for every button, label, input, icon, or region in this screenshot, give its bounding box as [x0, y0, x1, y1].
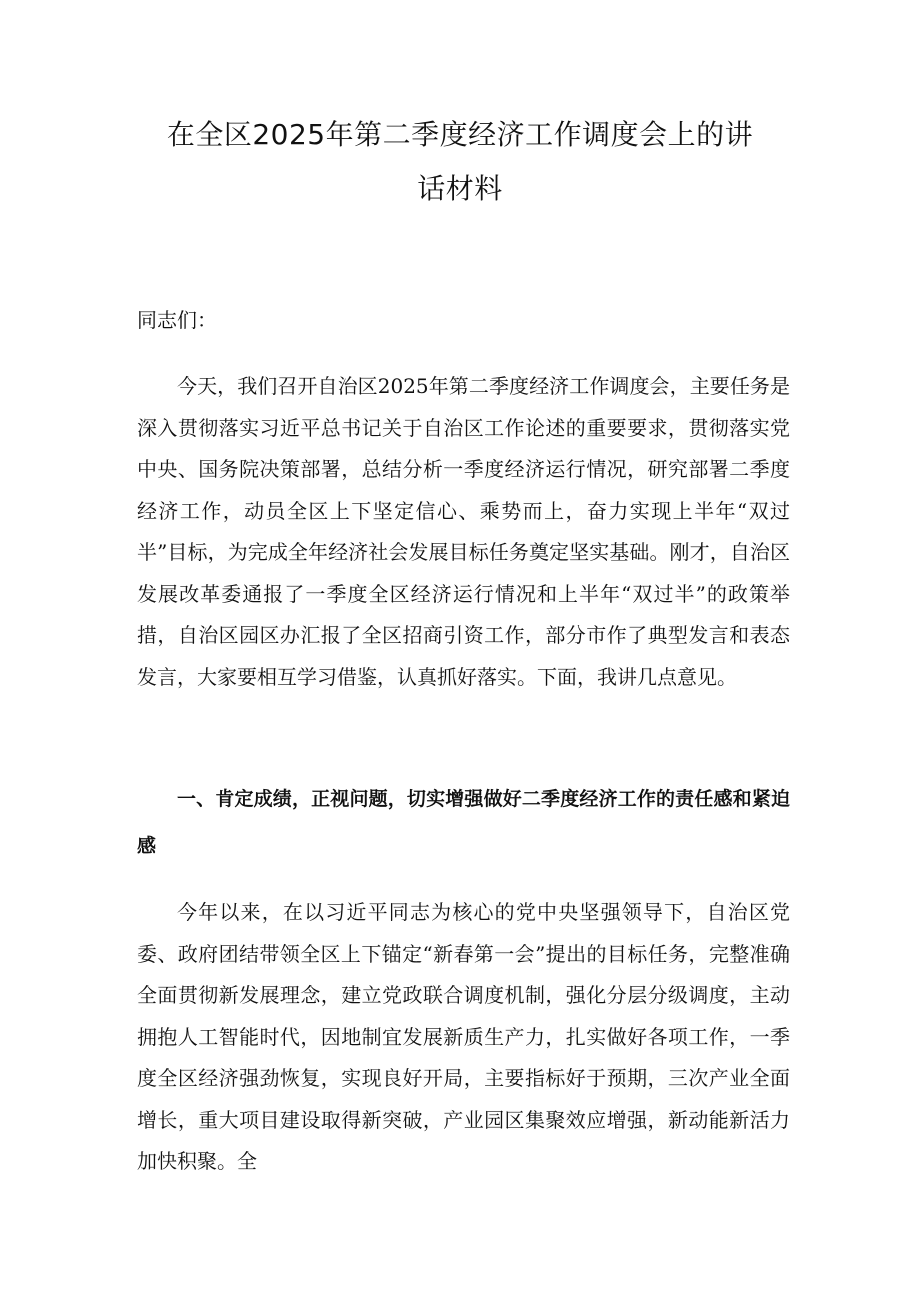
section-1-paragraph: 今年以来，在以习近平同志为核心的党中央坚强领导下，自治区党委、政府团结带领全区上下锚定“新春第一会”提出的目标任务，完整准确全面贯彻新发展理念，建立党政联合调度机制，强化分层分级调度，主动拥抱人工智能时代，因地制宜发展新质生产力，扎实做好各项工作，一季度全区经济强劲恢复，实现良好开局，主要指标好于预期，三次产业全面增长，重大项目建设取得新突破，产业园区集聚效应增强，新动能新活力加快积聚。全 — [137, 900, 790, 1173]
opening-paragraph: 今天，我们召开自治区2025年第二季度经济工作调度会，主要任务是深入贯彻落实习近平总书记关于自治区工作论述的重要要求，贯彻落实党中央、国务院决策部署，总结分析一季度经济运行情况，研究部署二季度经济工作，动员全区上下坚定信心、乘势而上，奋力实现上半年“双过半”目标，为完成全年经济社会发展目标任务奠定坚实基础。刚才，自治区发展改革委通报了一季度全区经济运行情况和上半年“双过半”的政策举措，自治区园区办汇报了全区招商引资工作，部分市作了典型发言和表态发言，大家要相互学习借鉴，认真抓好落实。下面，我讲几点意见。 — [137, 374, 790, 689]
document-title: 在全区2025年第二季度经济工作调度会上的讲话材料 — [166, 118, 754, 205]
salutation: 同志们： — [137, 308, 217, 332]
section-heading-1: 一、肯定成绩，正视问题，切实增强做好二季度经济工作的责任感和紧迫感 — [137, 788, 790, 857]
